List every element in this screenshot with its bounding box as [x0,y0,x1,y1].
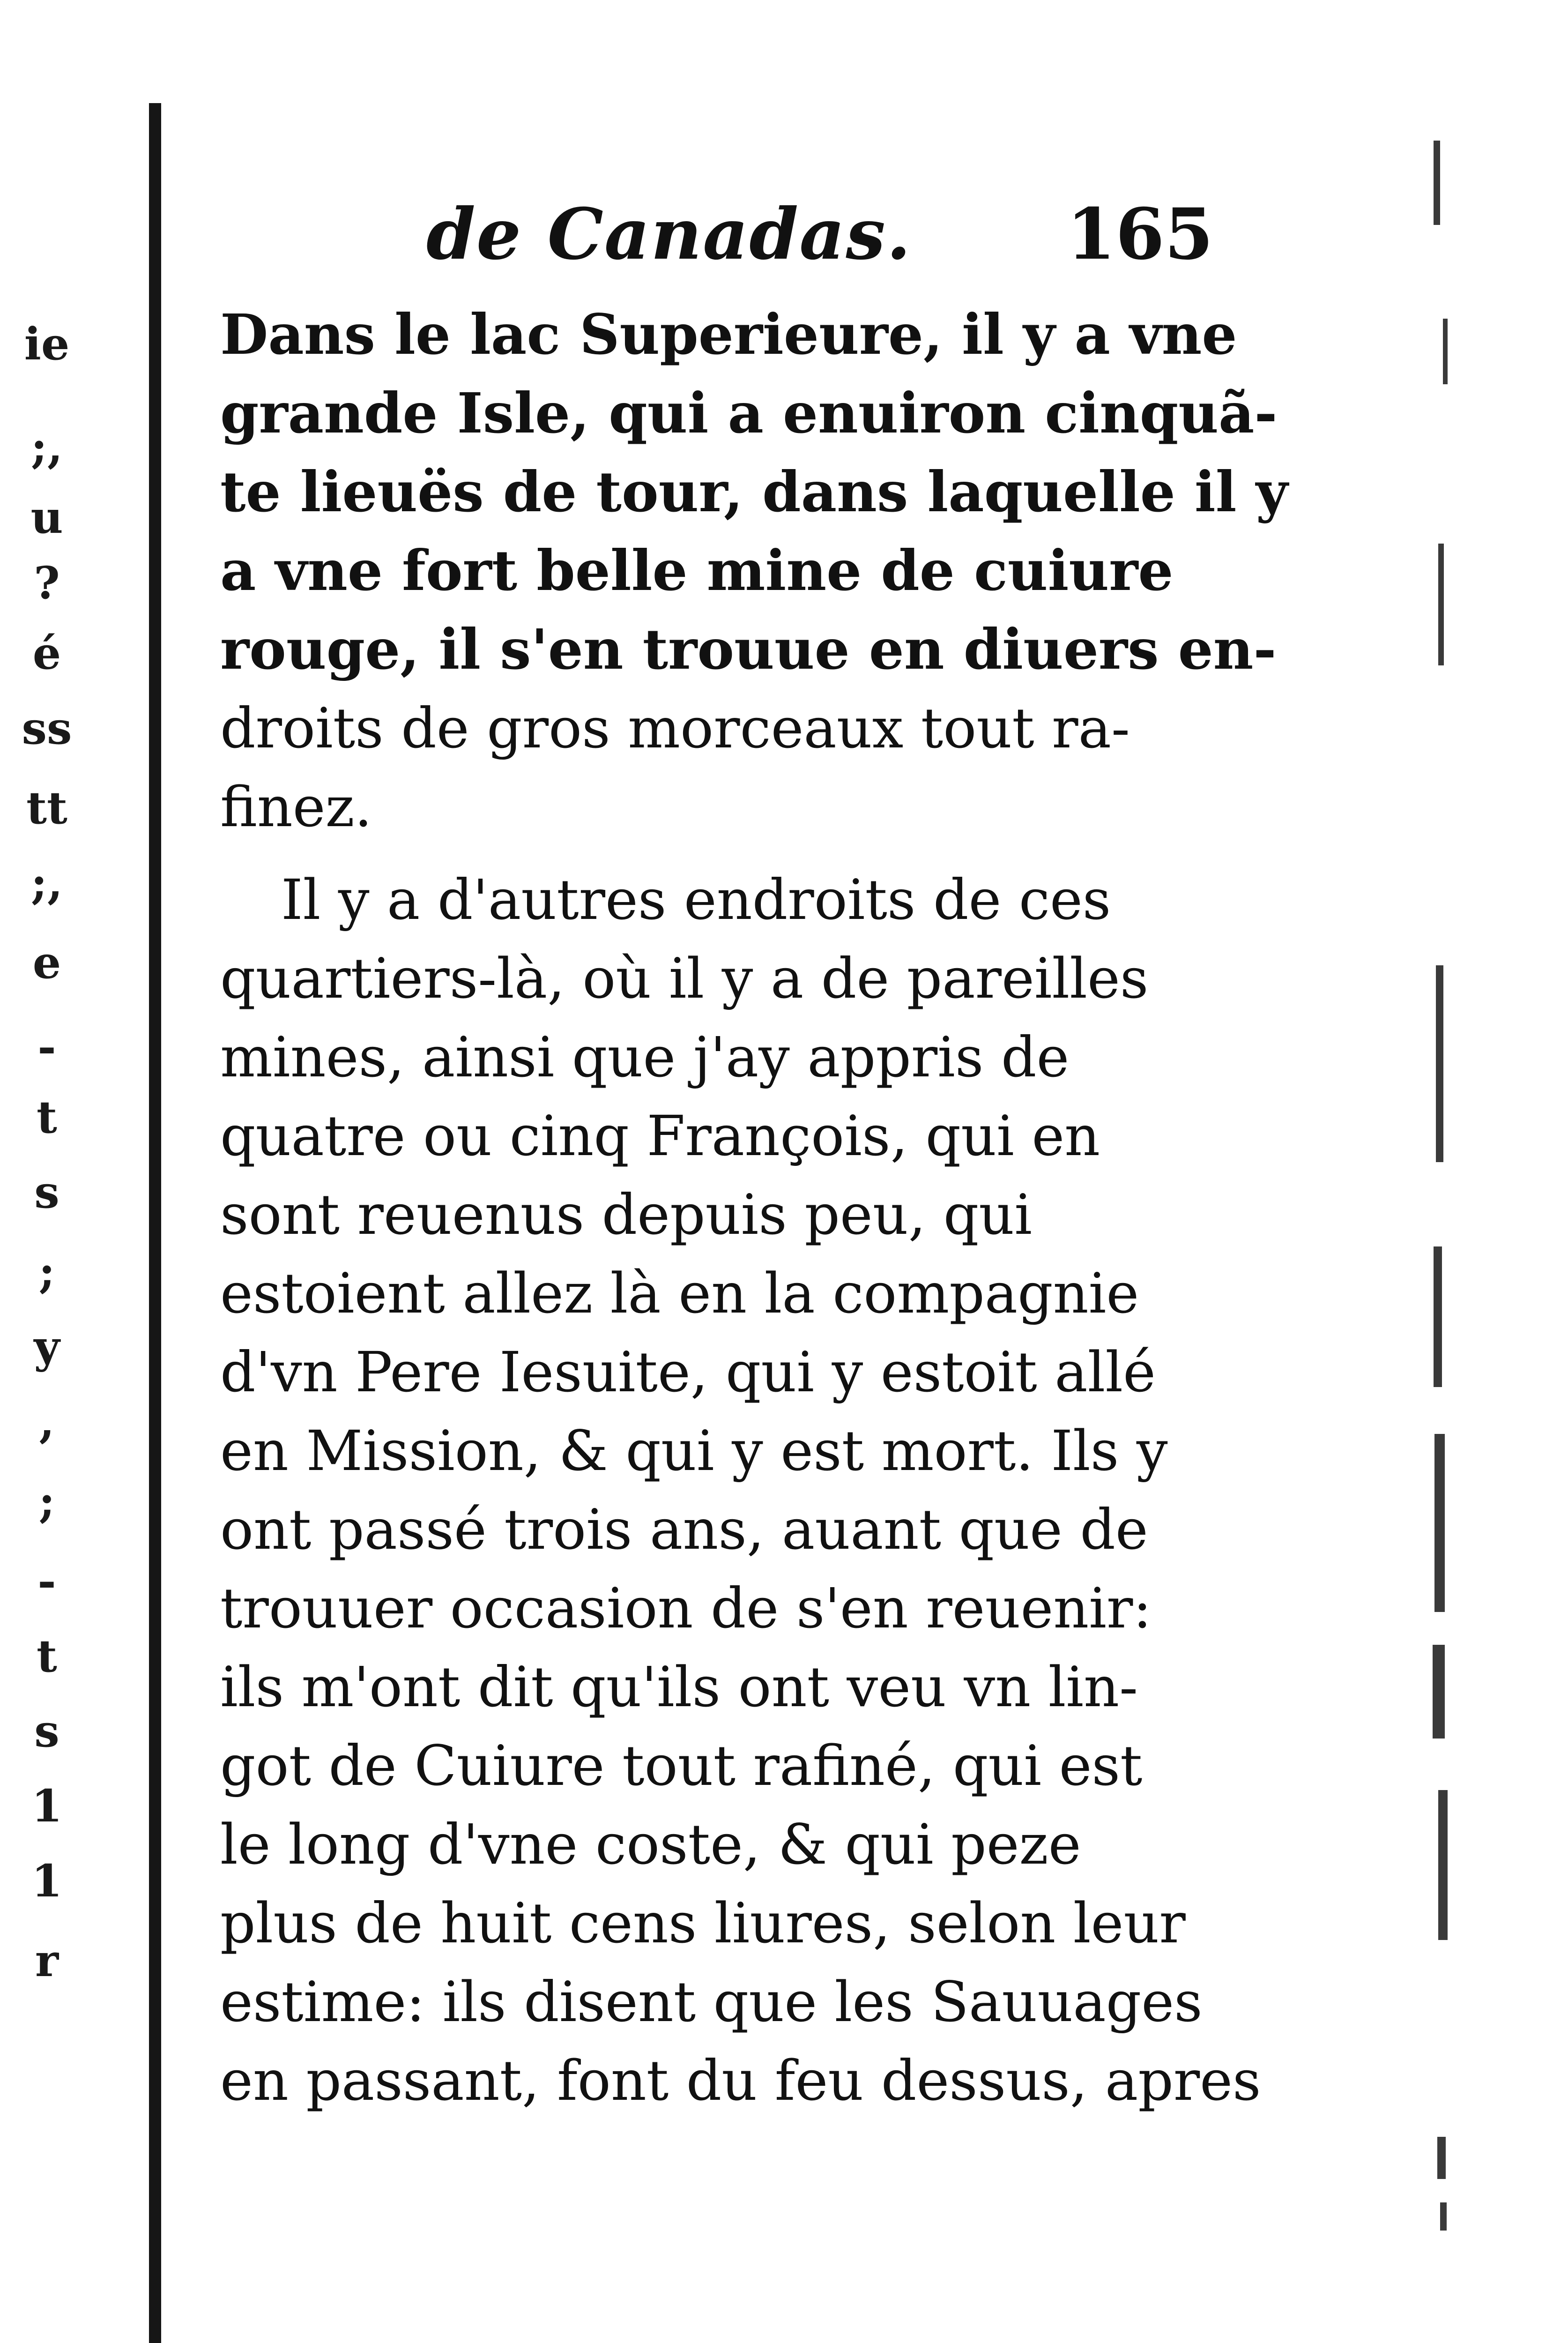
book-page [220,187,1288,2120]
facing-margin-char: ;, [30,857,63,909]
facing-margin-char: t [37,1630,57,1682]
text-line: ont passé trois ans, auant que de [220,1497,1148,1562]
text-line: te lieuës de tour, dans laquelle il y [220,459,1288,524]
text-line: quatre ou cinq François, qui en [220,1104,1100,1168]
facing-margin-char: 1 [31,1780,63,1832]
text-line: droits de gros morceaux tout ra- [220,696,1130,761]
facing-margin-char: ; [38,1246,55,1298]
text-line: ils m'ont dit qu'ils ont veu vn lin- [220,1655,1138,1719]
facing-margin-char: s [34,1705,59,1757]
body-text [220,295,1288,2120]
text-line: a vne fort belle mine de cuiure [220,538,1174,603]
facing-margin-char: ;, [30,421,63,473]
facing-margin-char: ? [34,557,60,609]
text-line: d'vn Pere Iesuite, qui y estoit allé [220,1340,1156,1404]
text-line: estime: ils disent que les Sauuages [220,1970,1203,2034]
facing-margin-char: y [34,1321,60,1373]
text-line: finez. [220,775,372,839]
facing-margin-char: - [37,1021,56,1073]
text-line: sont reuenus depuis peu, qui [220,1182,1033,1247]
text-line: en passant, font du feu dessus, apres [220,2048,1261,2113]
text-line: plus de huit cens liures, selon leur [220,1891,1186,1955]
facing-margin-char: u [30,492,63,544]
facing-margin-char: - [37,1555,56,1607]
text-line: le long d'vne coste, & qui peze [220,1812,1081,1877]
facing-margin-char: e [32,937,61,989]
facing-margin-char: ss [22,702,72,754]
page-number: 165 [1066,193,1213,276]
text-line: mines, ainsi que j'ay appris de [220,1025,1070,1089]
text-line: rouge, il s'en trouue en diuers en- [220,617,1277,682]
text-line: trouuer occasion de s'en reuenir: [220,1576,1152,1641]
paragraph-1 [220,295,1288,846]
facing-margin-char: t [37,1091,57,1143]
text-line: quartiers-là, où il y a de pareilles [220,946,1149,1011]
text-line: Il y a d'autres endroits de ces [281,867,1111,932]
text-line: got de Cuiure tout rafiné, qui est [220,1733,1143,1798]
facing-margin-char: , [39,1396,55,1448]
facing-margin-char: ; [38,1476,55,1528]
text-line: Dans le lac Superieure, il y a vne [220,302,1237,367]
facing-margin-char: ie [24,318,70,370]
paragraph-2 [220,860,1261,2120]
facing-margin-char: r [35,1935,59,1987]
facing-page-margin [0,0,94,2343]
facing-margin-char: tt [26,782,67,834]
running-head-title: de Canadas. [426,193,912,276]
text-line: grande Isle, qui a enuiron cinquã- [220,381,1278,446]
binding-gutter-line [149,103,161,2343]
text-line: estoient allez là en la compagnie [220,1261,1139,1326]
facing-margin-char: s [34,1166,59,1218]
running-head [220,187,1213,295]
next-page-edge [1424,122,1476,2231]
facing-margin-char: 1 [31,1855,63,1907]
text-line: en Mission, & qui y est mort. Ils y [220,1418,1168,1483]
facing-margin-char: é [32,627,61,679]
